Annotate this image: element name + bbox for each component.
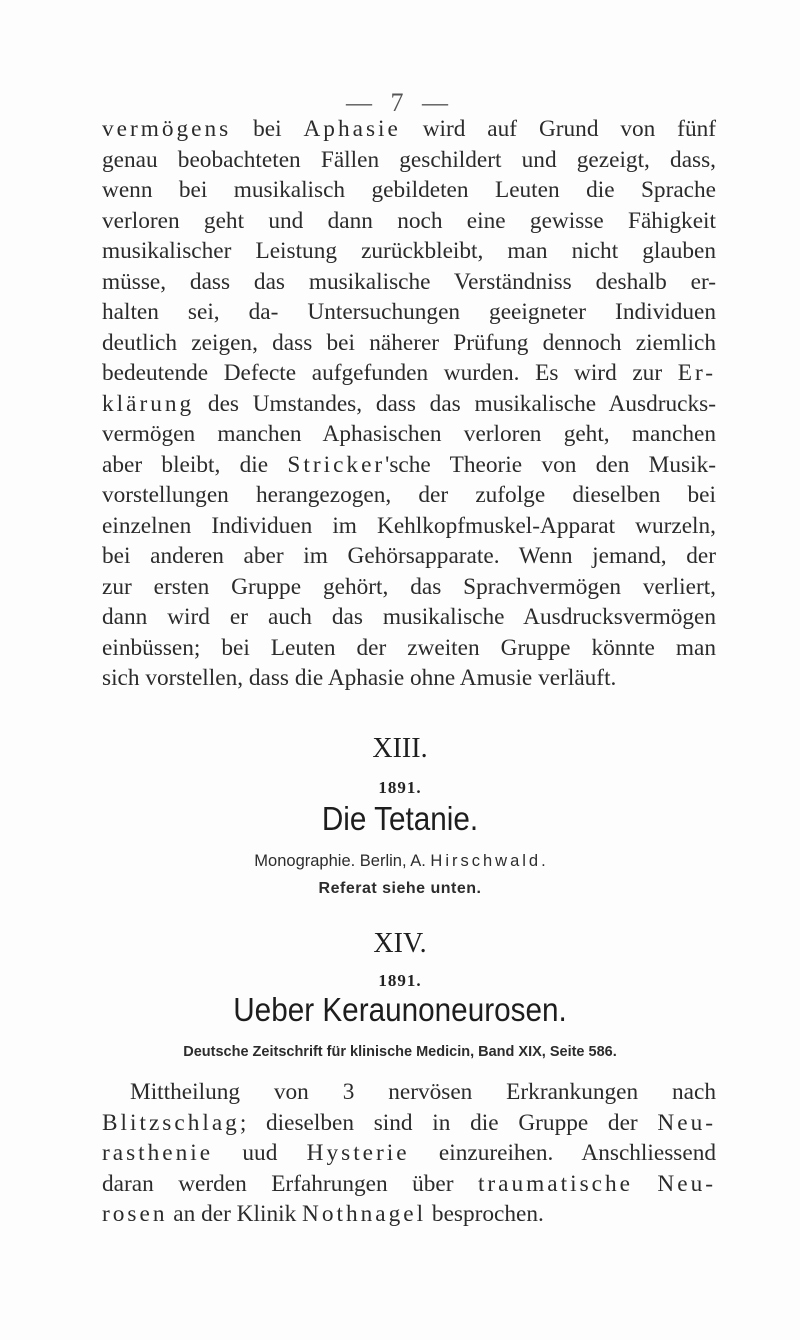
text-line: rasthenie uud Hysterie einzureihen. Anschliessend (102, 1140, 716, 1166)
text-line: wenn bei musikalisch gebildeten Leuten die Sprache (102, 177, 716, 203)
section-13-numeral: XIII. (372, 733, 428, 764)
section-13-note: Referat siehe unten. (318, 880, 482, 897)
text-line: vorstellungen herangezogen, der zufolge dieselben bei (102, 482, 716, 508)
text-line: klärung des Umstandes, dass das musikalische Ausdrucks- (102, 390, 716, 417)
text-line: musikalischer Leistung zurückbleibt, man nicht glauben (102, 238, 716, 264)
section-14-year: 1891. (378, 971, 422, 990)
text-line: Mittheilung von 3 nervösen Erkrankungen nach (130, 1079, 716, 1105)
paragraph-aphasia (102, 114, 716, 694)
section-13-title: Die Tetanie. (321, 800, 479, 837)
text-line: verloren geht und dann noch eine gewisse Fähigkeit (102, 207, 716, 234)
section-14-source: Deutsche Zeitschrift für klinische Medicin, Band XIX, Seite 586. (183, 1044, 617, 1060)
text-line: einzelnen Individuen im Kehlkopfmuskel-Apparat wurzeln, (102, 512, 716, 539)
text-line: halten sei, da- Untersuchungen geeigneter Individuen (102, 299, 716, 325)
page-number: — 7 — (346, 88, 454, 117)
text-line: vermögens bei Aphasie wird auf Grund von fünf (102, 116, 716, 142)
text-line: deutlich zeigen, dass bei näherer Prüfung dennoch ziemlich (102, 329, 716, 356)
paragraph-keraunoneurosen (102, 1077, 716, 1230)
section-14-numeral: XIV. (373, 928, 427, 959)
text-line: sich vorstellen, dass die Aphasie ohne Amusie verläuft. (102, 665, 617, 691)
text-line: müsse, dass das musikalische Verständniss deshalb er- (102, 268, 716, 295)
text-line: vermögen manchen Aphasischen verloren geht, manchen (102, 421, 716, 447)
section-13-source: Monographie. Berlin, A. Hirschwald. (254, 852, 546, 870)
text-line: daran werden Erfahrungen über traumatische Neu- (102, 1170, 716, 1197)
text-line: einbüssen; bei Leuten der zweiten Gruppe könnte man (102, 634, 716, 661)
text-line: aber bleibt, die Stricker'sche Theorie von den Musik- (102, 451, 716, 478)
text-line: bedeutende Defecte aufgefunden wurden. Es wird zur Er- (102, 360, 716, 386)
text-line: rosen an der Klinik Nothnagel besprochen. (102, 1201, 544, 1227)
section-13-year: 1891. (378, 778, 422, 797)
text-line: zur ersten Gruppe gehört, das Sprachvermögen verliert, (102, 573, 716, 600)
text-line: Blitzschlag; dieselben sind in die Gruppe der Neu- (102, 1109, 716, 1136)
text-line: bei anderen aber im Gehörsapparate. Wenn jemand, der (102, 543, 716, 569)
text-line: dann wird er auch das musikalische Ausdrucksvermögen (102, 604, 716, 630)
text-line: genau beobachteten Fällen geschildert und gezeigt, dass, (102, 146, 716, 173)
section-14-title: Ueber Keraunoneurosen. (233, 991, 567, 1028)
